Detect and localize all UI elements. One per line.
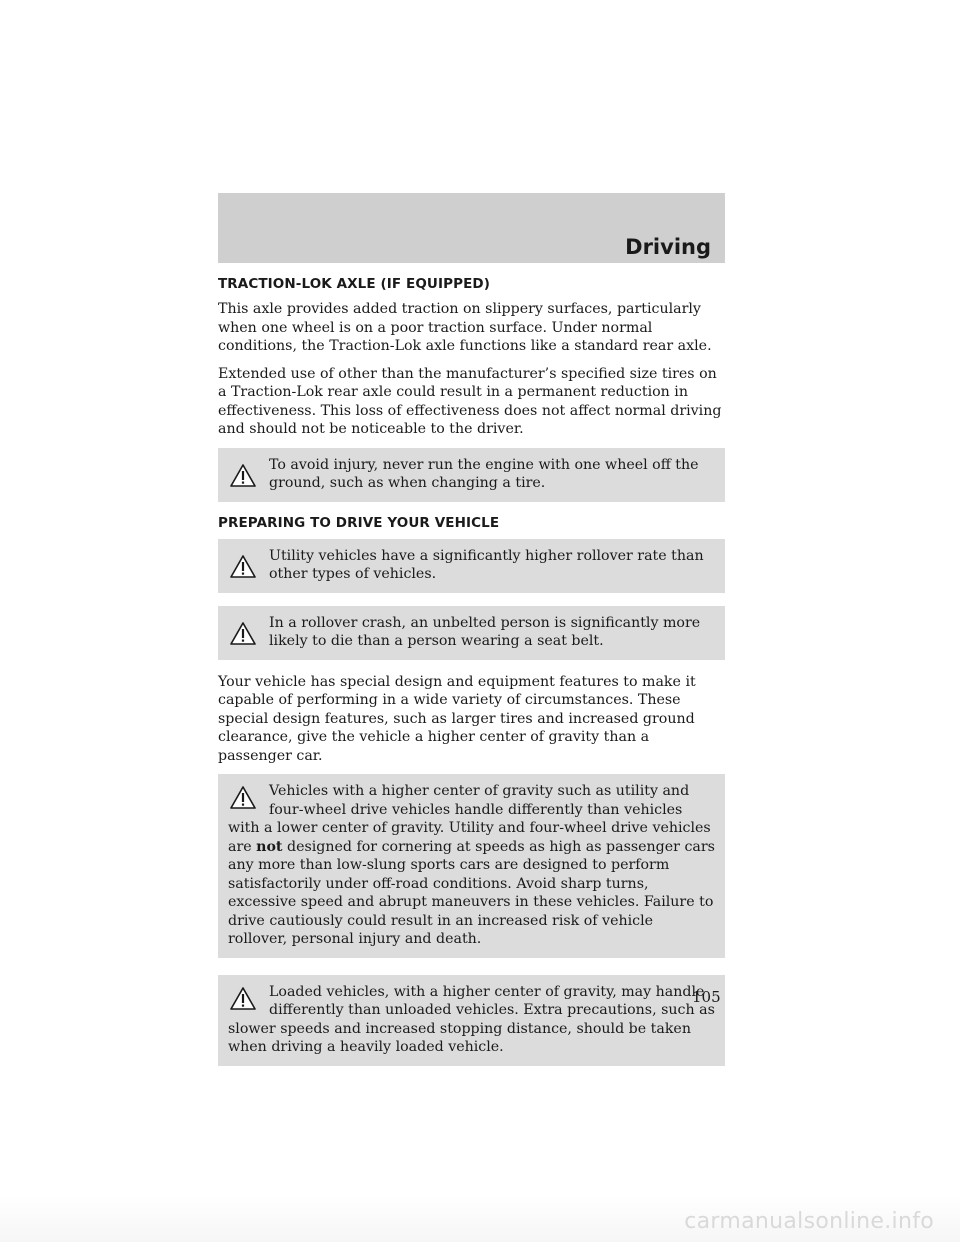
warning-box-unbelted bbox=[218, 606, 725, 660]
warning-text: To avoid injury, never run the engine with one wheel off the ground, such as when changing a tire. bbox=[269, 456, 699, 491]
watermark-bar bbox=[0, 1195, 960, 1242]
page-content bbox=[218, 276, 725, 1079]
section-header-band bbox=[218, 193, 725, 263]
traction-lok-paragraph-1: This axle provides added traction on slippery surfaces, particularly when one wheel is on a poor traction surface. Under normal conditions, the Traction-Lok axle functions like a standard rear axle. bbox=[218, 301, 712, 354]
warning-box-center-of-gravity bbox=[218, 774, 725, 958]
watermark-text: carmanualsonline.info bbox=[684, 1209, 934, 1234]
warning-text: Utility vehicles have a significantly higher rollover rate than other types of vehicles. bbox=[269, 547, 704, 582]
warning-triangle-icon bbox=[228, 555, 269, 583]
warning-text: In a rollover crash, an unbelted person is significantly more likely to die than a person wearing a seat belt. bbox=[269, 614, 701, 649]
warning-triangle-icon bbox=[228, 786, 269, 814]
warning-text: Loaded vehicles, with a higher center of gravity, may handle differently than unloaded vehicles. Extra precautions, such as slower speeds and increased stopping distance, should be taken when driving a heavily loaded vehicle. bbox=[228, 983, 715, 1055]
warning-box-loaded-vehicles bbox=[218, 975, 725, 1066]
traction-lok-heading: TRACTION-LOK AXLE (IF EQUIPPED) bbox=[218, 276, 490, 292]
warning-text-emphasis: not bbox=[256, 838, 283, 855]
warning-triangle-icon bbox=[228, 622, 269, 650]
preparing-paragraph-1: Your vehicle has special design and equipment features to make it capable of performing in a wide variety of circumstances. These special design features, such as larger tires and increased ground clearance, give the vehicle a higher center of gravity than a passenger car. bbox=[218, 673, 696, 764]
traction-lok-paragraph-2: Extended use of other than the manufacturer’s specified size tires on a Traction-Lok rear axle could result in a permanent reduction in effectiveness. This loss of effectiveness does not affect normal driving and should not be noticeable to the driver. bbox=[218, 365, 722, 437]
page-number: 105 bbox=[692, 988, 721, 1006]
warning-triangle-icon bbox=[228, 464, 269, 492]
warning-box-rollover-rate bbox=[218, 539, 725, 593]
warning-box-wheel-off-ground bbox=[218, 448, 725, 502]
warning-triangle-icon bbox=[228, 987, 269, 1015]
preparing-heading: PREPARING TO DRIVE YOUR VEHICLE bbox=[218, 514, 500, 531]
warning-text-part-2: designed for cornering at speeds as high as passenger cars any more than low-slung sports cars are designed to perform satisfactorily under off-road conditions. Avoid sharp turns, excessive speed and abrupt maneuvers in these vehicles. Failure to drive cautiously could result in an increased risk of vehicle rollover, personal injury and death. bbox=[228, 838, 715, 947]
warning-text-part-1: Vehicles with a higher center of gravity such as utility and four-wheel drive vehicles handle differently than vehicles with a lower center of gravity. Utility and four-wheel drive vehicles are bbox=[228, 783, 711, 855]
section-title: Driving bbox=[625, 235, 711, 259]
